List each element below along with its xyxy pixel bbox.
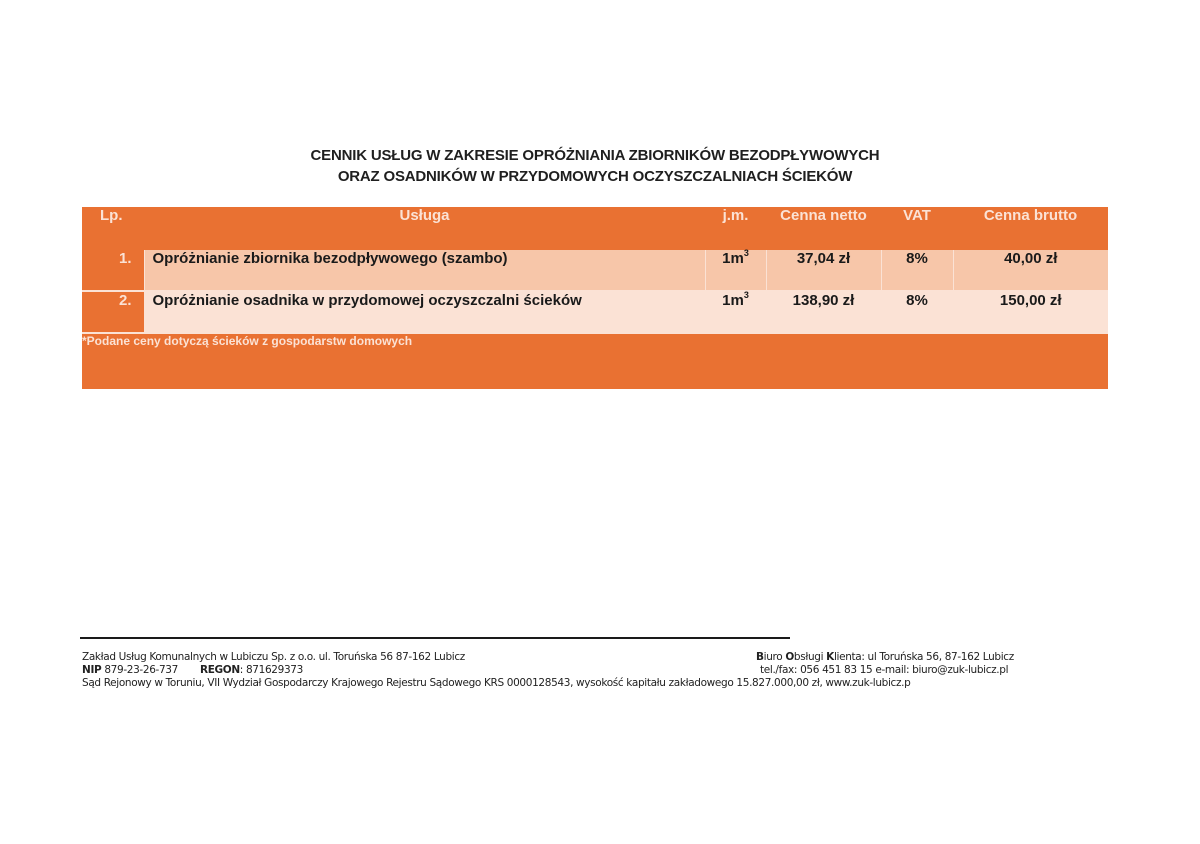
document-footer <box>82 651 1042 690</box>
unit-base: 1m <box>722 250 744 267</box>
row-number: 2. <box>82 291 144 333</box>
unit <box>705 291 766 333</box>
vat-rate: 8% <box>881 291 953 333</box>
header-lp: Lp. <box>82 207 144 250</box>
unit <box>705 250 766 291</box>
contact-info: tel./fax: 056 451 83 15 e-mail: biuro@zuk-lubicz.pl <box>760 664 1009 676</box>
document-title <box>0 145 1190 187</box>
gross-price: 150,00 zł <box>953 291 1108 333</box>
header-service: Usługa <box>144 207 705 250</box>
footer-divider <box>80 637 790 639</box>
title-line-2: ORAZ OSADNIKÓW W PRZYDOMOWYCH OCZYSZCZALNIACH ŚCIEKÓW <box>337 168 853 185</box>
table-footnote-row <box>82 333 1108 389</box>
court-registration: Sąd Rejonowy w Toruniu, VII Wydział Gospodarczy Krajowego Rejestru Sądowego KRS 0000128543, wysokość kapitału zakładowego 15.827.000,00 zł, www.zuk-lubicz.p <box>82 677 911 689</box>
row-number: 1. <box>82 250 144 291</box>
table-row <box>82 250 1108 291</box>
regon-label: REGON <box>199 664 240 676</box>
table-row <box>82 291 1108 333</box>
net-price: 138,90 zł <box>766 291 881 333</box>
table-header-row <box>82 207 1108 250</box>
service-name: Opróżnianie osadnika w przydomowej oczyszczalni ścieków <box>144 291 705 333</box>
gross-price: 40,00 zł <box>953 250 1108 291</box>
unit-base: 1m <box>722 292 744 309</box>
nip-value: 879-23-26-737 <box>101 664 178 676</box>
header-net-price: Cenna netto <box>766 207 881 250</box>
regon-value: : 871629373 <box>239 664 303 676</box>
header-gross-price: Cenna brutto <box>953 207 1108 250</box>
nip-label: NIP <box>82 664 102 676</box>
title-line-1: CENNIK USŁUG W ZAKRESIE OPRÓŻNIANIA ZBIORNIKÓW BEZODPŁYWOWYCH <box>310 147 880 164</box>
vat-rate: 8% <box>881 250 953 291</box>
unit-exponent: 3 <box>743 290 749 300</box>
unit-exponent: 3 <box>743 248 749 258</box>
company-address: Zakład Usług Komunalnych w Lubiczu Sp. z o.o. ul. Toruńska 56 87-162 Lubicz <box>82 651 465 663</box>
footnote: *Podane ceny dotyczą ścieków z gospodarstw domowych <box>82 333 1108 389</box>
customer-office-address: Biuro Obsługi Klienta: ul Toruńska 56, 87-162 Lubicz <box>756 651 1014 663</box>
header-vat: VAT <box>881 207 953 250</box>
header-unit: j.m. <box>705 207 766 250</box>
price-table <box>82 207 1108 389</box>
net-price: 37,04 zł <box>766 250 881 291</box>
service-name: Opróżnianie zbiornika bezodpływowego (szambo) <box>144 250 705 291</box>
